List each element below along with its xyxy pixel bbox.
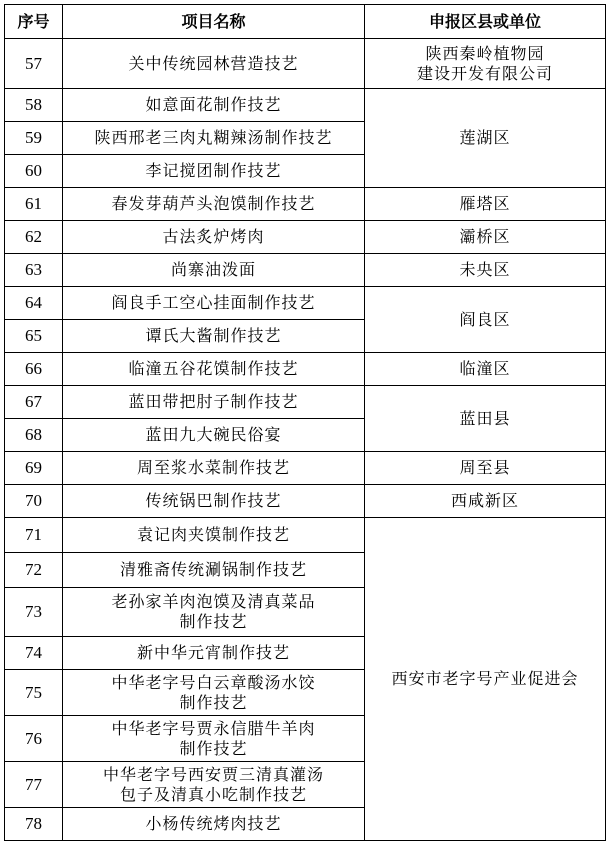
project-name: 蓝田九大碗民俗宴 <box>63 419 365 452</box>
row-number: 59 <box>5 122 63 155</box>
heritage-table <box>4 4 606 841</box>
table-row <box>5 452 606 485</box>
header-num: 序号 <box>5 5 63 39</box>
row-number: 65 <box>5 320 63 353</box>
applicant-district: 阎良区 <box>365 287 606 353</box>
applicant-district: 西咸新区 <box>365 485 606 518</box>
project-name: 关中传统园林营造技艺 <box>63 39 365 89</box>
row-number: 62 <box>5 221 63 254</box>
project-name: 中华老字号贾永信腊牛羊肉 制作技艺 <box>63 716 365 762</box>
project-name: 小杨传统烤肉技艺 <box>63 808 365 841</box>
header-district: 申报区县或单位 <box>365 5 606 39</box>
row-number: 64 <box>5 287 63 320</box>
row-number: 74 <box>5 637 63 670</box>
row-number: 61 <box>5 188 63 221</box>
row-number: 57 <box>5 39 63 89</box>
project-name: 尚寨油泼面 <box>63 254 365 287</box>
project-name: 袁记肉夹馍制作技艺 <box>63 518 365 553</box>
project-name: 周至浆水菜制作技艺 <box>63 452 365 485</box>
row-number: 60 <box>5 155 63 188</box>
project-name: 李记搅团制作技艺 <box>63 155 365 188</box>
project-name: 谭氏大酱制作技艺 <box>63 320 365 353</box>
table-row <box>5 386 606 419</box>
row-number: 75 <box>5 670 63 716</box>
table-row <box>5 221 606 254</box>
row-number: 67 <box>5 386 63 419</box>
row-number: 66 <box>5 353 63 386</box>
table-row <box>5 188 606 221</box>
table-row <box>5 287 606 320</box>
project-name: 蓝田带把肘子制作技艺 <box>63 386 365 419</box>
row-number: 77 <box>5 762 63 808</box>
project-name: 中华老字号白云章酸汤水饺 制作技艺 <box>63 670 365 716</box>
table-row <box>5 485 606 518</box>
table-row <box>5 89 606 122</box>
project-name: 清雅斋传统涮锅制作技艺 <box>63 553 365 588</box>
row-number: 72 <box>5 553 63 588</box>
applicant-district: 未央区 <box>365 254 606 287</box>
project-name: 春发芽葫芦头泡馍制作技艺 <box>63 188 365 221</box>
project-name: 新中华元宵制作技艺 <box>63 637 365 670</box>
project-name: 古法炙炉烤肉 <box>63 221 365 254</box>
project-name: 中华老字号西安贾三清真灌汤 包子及清真小吃制作技艺 <box>63 762 365 808</box>
header-name: 项目名称 <box>63 5 365 39</box>
applicant-district: 蓝田县 <box>365 386 606 452</box>
row-number: 58 <box>5 89 63 122</box>
project-name: 陕西邢老三肉丸糊辣汤制作技艺 <box>63 122 365 155</box>
project-name: 阎良手工空心挂面制作技艺 <box>63 287 365 320</box>
project-name: 老孙家羊肉泡馍及清真菜品 制作技艺 <box>63 588 365 637</box>
project-name: 临潼五谷花馍制作技艺 <box>63 353 365 386</box>
project-name: 如意面花制作技艺 <box>63 89 365 122</box>
table-row <box>5 518 606 553</box>
table-row <box>5 254 606 287</box>
applicant-district: 陕西秦岭植物园 建设开发有限公司 <box>365 39 606 89</box>
row-number: 71 <box>5 518 63 553</box>
applicant-district: 灞桥区 <box>365 221 606 254</box>
row-number: 69 <box>5 452 63 485</box>
table-body <box>5 39 606 841</box>
table-row <box>5 39 606 89</box>
applicant-district: 西安市老字号产业促进会 <box>365 518 606 841</box>
header-row <box>5 5 606 39</box>
row-number: 70 <box>5 485 63 518</box>
row-number: 68 <box>5 419 63 452</box>
applicant-district: 雁塔区 <box>365 188 606 221</box>
row-number: 76 <box>5 716 63 762</box>
project-name: 传统锅巴制作技艺 <box>63 485 365 518</box>
row-number: 78 <box>5 808 63 841</box>
applicant-district: 临潼区 <box>365 353 606 386</box>
applicant-district: 莲湖区 <box>365 89 606 188</box>
table-row <box>5 353 606 386</box>
applicant-district: 周至县 <box>365 452 606 485</box>
row-number: 73 <box>5 588 63 637</box>
row-number: 63 <box>5 254 63 287</box>
